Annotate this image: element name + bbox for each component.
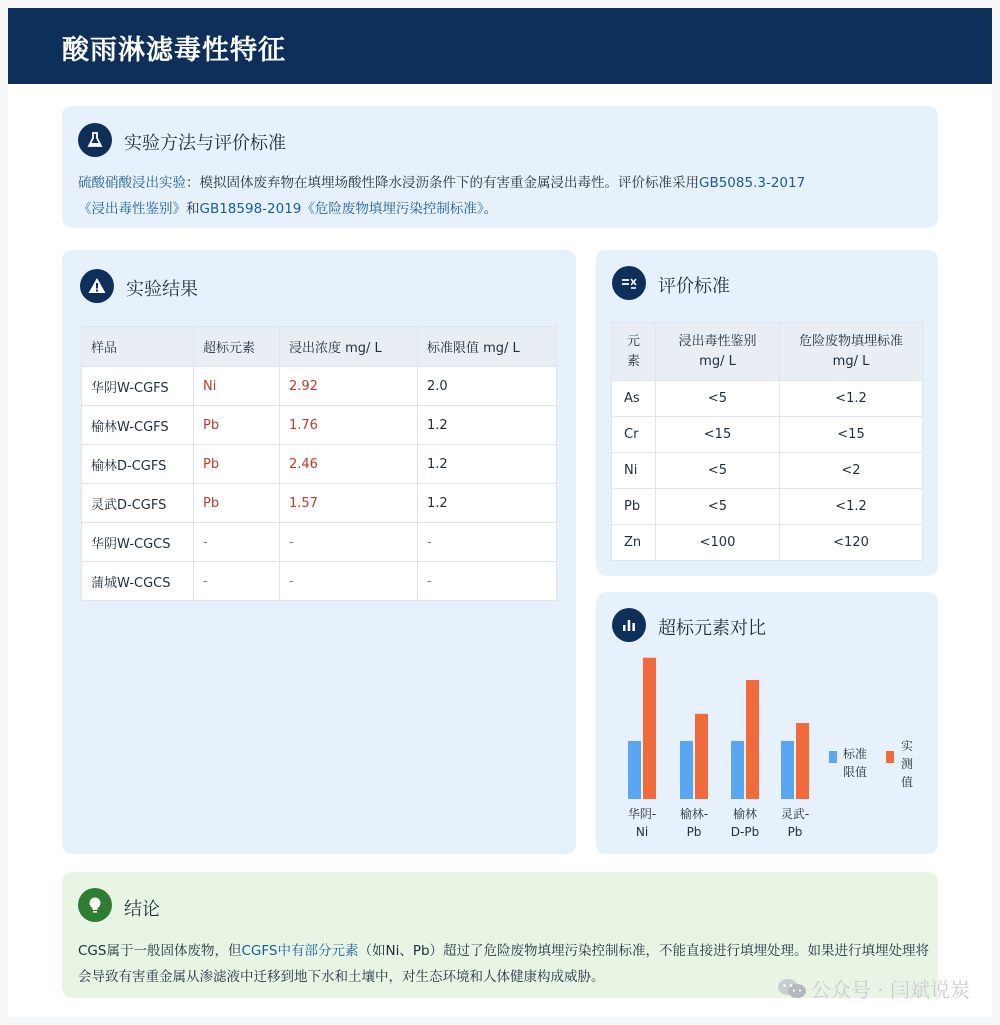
- col-landfill-standard: [780, 323, 923, 381]
- std1-name: 《浸出毒性鉴别》: [78, 201, 186, 217]
- bar-standard-limit: [781, 741, 794, 799]
- col-element: 超标元素: [194, 327, 280, 367]
- legend-label: 值: [901, 775, 914, 789]
- landfill-cell: <120: [780, 525, 923, 561]
- element-cell: Ni: [612, 453, 656, 489]
- compare-icon: [612, 266, 646, 300]
- sample-cell: 灵武D-CGFS: [82, 484, 194, 523]
- landfill-cell: <1.2: [780, 381, 923, 417]
- table-row: [82, 367, 557, 406]
- bar-measured-value: [643, 658, 656, 799]
- element-cell: Pb: [194, 406, 280, 445]
- page-header: [8, 8, 992, 84]
- comparison-heading: 超标元素对比: [658, 618, 766, 639]
- standards-table: [611, 322, 923, 561]
- method-heading: 实验方法与评价标准: [124, 133, 286, 154]
- bar-standard-limit: [680, 741, 693, 799]
- limit-cell: 1.2: [418, 406, 557, 445]
- conclusion-heading: 结论: [124, 899, 160, 920]
- wechat-icon: [777, 978, 807, 1000]
- element-cell: Zn: [612, 525, 656, 561]
- leaching-cell: <5: [656, 489, 780, 525]
- x-tick-label: Ni: [635, 825, 649, 839]
- conclusion-part2: （如Ni、Pb）超过了危险废物填埋污染控制标准，不能直接进行填埋处理。如果进行填埋处理将会导致有害重金属从渗滤液中迁移到地下水和土壤中，对生态环境和人体健康构成威胁。: [78, 943, 930, 985]
- limit-cell: -: [418, 523, 557, 562]
- conclusion-highlight: CGFS中有部分元素: [241, 943, 359, 959]
- limit-cell: 2.0: [418, 367, 557, 406]
- bar-measured-value: [746, 680, 759, 799]
- method-card: [62, 106, 938, 228]
- std2-name: 《危险废物填埋污染控制标准》: [301, 201, 484, 217]
- element-cell: -: [194, 562, 280, 601]
- col-landfill-line2: mg/ L: [832, 353, 870, 369]
- limit-cell: -: [418, 562, 557, 601]
- watermark-text: 公众号 · 闫斌说炭: [810, 978, 970, 1002]
- leaching-cell: <15: [656, 417, 780, 453]
- bar-standard-limit: [731, 741, 744, 799]
- leaching-cell: <100: [656, 525, 780, 561]
- element-cell: As: [612, 381, 656, 417]
- watermark: [777, 974, 970, 1003]
- col-landfill-line1: 危险废物填埋标准: [798, 333, 903, 349]
- x-tick-label: 榆林: [732, 807, 758, 821]
- col-limit: 标准限值 mg/ L: [418, 327, 557, 367]
- element-cell: -: [194, 523, 280, 562]
- col-sample: 样品: [82, 327, 194, 367]
- x-tick-label: 榆林-: [679, 807, 709, 821]
- col-leaching-line1: 浸出毒性鉴别: [678, 333, 757, 349]
- comparison-chart: [596, 592, 938, 854]
- limit-cell: 1.2: [418, 445, 557, 484]
- table-row: [82, 523, 557, 562]
- element-cell: Pb: [194, 484, 280, 523]
- legend-label: 标准: [843, 747, 868, 761]
- col-element-line2: 素: [626, 353, 640, 369]
- sample-cell: 华阴W-CGCS: [82, 523, 194, 562]
- col-leaching-standard: [656, 323, 780, 381]
- table-row: [612, 489, 923, 525]
- legend-swatch: [886, 751, 894, 763]
- x-tick-label: 华阴-: [627, 807, 657, 821]
- page: [8, 8, 992, 1017]
- method-text-1: ：模拟固体废弃物在填埋场酸性降水浸沥条件下的有害重金属浸出毒性。评价标准采用: [186, 175, 699, 191]
- leaching-cell: <5: [656, 453, 780, 489]
- landfill-cell: <1.2: [780, 489, 923, 525]
- x-tick-label: Pb: [686, 825, 702, 839]
- table-row: [612, 417, 923, 453]
- legend-swatch: [829, 751, 837, 763]
- results-header-row: [82, 327, 557, 367]
- sample-cell: 榆林D-CGFS: [82, 445, 194, 484]
- table-row: [82, 445, 557, 484]
- std2-code: GB18598-2019: [199, 201, 302, 217]
- standards-heading: 评价标准: [658, 276, 730, 297]
- concentration-cell: 2.92: [280, 367, 418, 406]
- sample-cell: 榆林W-CGFS: [82, 406, 194, 445]
- col-element: [612, 323, 656, 381]
- x-tick-label: D-Pb: [730, 825, 760, 839]
- bar-standard-limit: [628, 741, 641, 799]
- legend-label: 实: [901, 739, 914, 753]
- col-leaching-line2: mg/ L: [699, 353, 736, 369]
- element-cell: Pb: [612, 489, 656, 525]
- legend-label: 限值: [843, 765, 868, 779]
- landfill-cell: <2: [780, 453, 923, 489]
- limit-cell: 1.2: [418, 484, 557, 523]
- comparison-card: [596, 592, 938, 854]
- concentration-cell: 1.76: [280, 406, 418, 445]
- legend-label: 测: [901, 757, 914, 771]
- table-row: [612, 453, 923, 489]
- x-tick-label: Pb: [787, 825, 803, 839]
- table-row: [612, 381, 923, 417]
- results-heading: 实验结果: [126, 279, 198, 300]
- concentration-cell: 1.57: [280, 484, 418, 523]
- bar-measured-value: [695, 714, 708, 799]
- standards-card: [596, 250, 938, 576]
- concentration-cell: -: [280, 562, 418, 601]
- col-concentration: 浸出浓度 mg/ L: [280, 327, 418, 367]
- method-text-2: 和: [186, 201, 200, 217]
- leaching-cell: <5: [656, 381, 780, 417]
- table-row: [612, 525, 923, 561]
- landfill-cell: <15: [780, 417, 923, 453]
- concentration-cell: 2.46: [280, 445, 418, 484]
- element-cell: Pb: [194, 445, 280, 484]
- concentration-cell: -: [280, 523, 418, 562]
- element-cell: Ni: [194, 367, 280, 406]
- element-cell: Cr: [612, 417, 656, 453]
- method-description: [78, 170, 928, 222]
- col-element-line1: 元: [626, 333, 640, 349]
- sample-cell: 华阴W-CGFS: [82, 367, 194, 406]
- conclusion-part1: CGS属于一般固体废物，但: [78, 943, 242, 959]
- method-text-3: 。: [483, 201, 498, 217]
- standards-header-row: [612, 323, 923, 381]
- method-lead: 硫酸硝酸浸出实验: [78, 175, 186, 191]
- table-row: [82, 406, 557, 445]
- table-row: [82, 484, 557, 523]
- lightbulb-icon: [78, 888, 112, 922]
- table-row: [82, 562, 557, 601]
- sample-cell: 蒲城W-CGCS: [82, 562, 194, 601]
- warning-icon: [80, 269, 114, 303]
- bar-measured-value: [796, 723, 809, 799]
- x-tick-label: 灵武-: [780, 807, 810, 821]
- flask-icon: [78, 123, 112, 157]
- results-card: [62, 250, 576, 854]
- results-table: [81, 326, 557, 601]
- std1-code: GB5085.3-2017: [699, 175, 806, 191]
- page-title: 酸雨淋滤毒性特征: [62, 35, 286, 66]
